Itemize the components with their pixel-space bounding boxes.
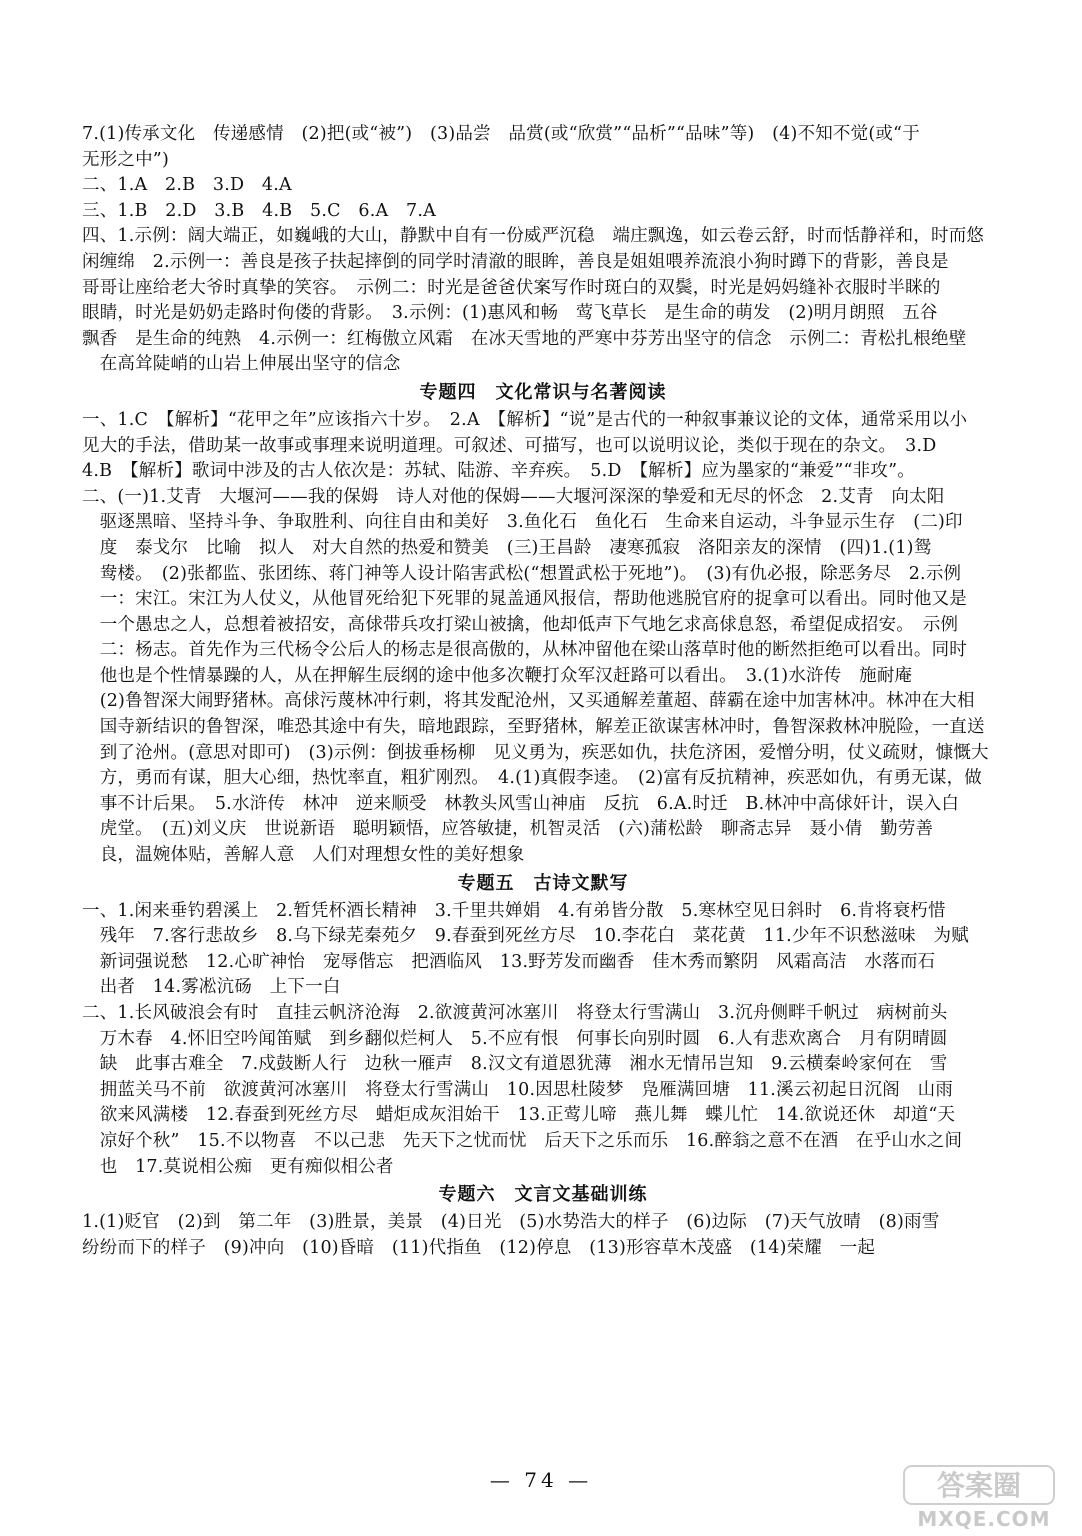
answer-line: 驱逐黑暗、坚持斗争、争取胜利、向往自由和美好 3.鱼化石 鱼化石 生命来自运动，斗争显示生存 (二)印 — [82, 512, 963, 533]
answer-line: (2)鲁智深大闹野猪林。高俅污蔑林冲行刺，将其发配沧州，又买通解差董超、薛霸在途中加害林冲。林冲在大相 — [82, 691, 975, 712]
page-number: — 74 — — [489, 1468, 593, 1492]
answer-line: 事不计后果。 5.水浒传 林冲 逆来顺受 林教头风雪山神庙 反抗 6.A.时迁 B.林冲中高俅奸计，误入白 — [82, 793, 960, 814]
answer-line: 一个愚忠之人，总想着被招安，高俅带兵攻打梁山被擒，他却低声下气地乞求高俅息怒，希望促成招安。 示例 — [82, 614, 959, 635]
answer-line: 4.B 【解析】歌词中涉及的古人依次是：苏轼、陆游、辛弃疾。 5.D 【解析】应为墨家的“兼爱”“非攻”。 — [82, 461, 915, 482]
answer-line: 残年 7.客行悲故乡 8.乌下绿芜秦苑夕 9.春蚕到死丝方尽 10.李花白 菜花黄 11.少年不识愁滋味 为赋 — [82, 926, 969, 947]
answer-line: 二、1.长风破浪会有时 直挂云帆济沧海 2.欲渡黄河冰塞川 将登太行雪满山 3.沉舟侧畔千帆过 病树前头 — [82, 1003, 948, 1023]
answer-line: 飘香 是生命的纯熟 4.示例一：红梅傲立风霜 在冰天雪地的严寒中芬芳出坚守的信念 示例二：青松扎根绝壁 — [82, 328, 967, 349]
answer-line: 一、1.闲来垂钓碧溪上 2.暂凭杯酒长精神 3.千里共婵娟 4.有弟皆分散 5.寒林空见日斜时 6.肯将衰朽惜 — [82, 900, 946, 921]
answer-line: 眼睛，时光是奶奶走路时佝偻的背影。 3.示例：(1)惠风和畅 莺飞草长 是生命的萌发 (2)明月朗照 五谷 — [82, 303, 938, 324]
section-5-body — [82, 899, 1004, 1181]
watermark-logo-icon — [900, 1462, 1070, 1530]
answer-line: 他也是个性情暴躁的人，从在押解生辰纲的途中他多次鞭打众军汉赶路可以看出。 3.(1)水浒传 施耐庵 — [82, 665, 913, 686]
answer-line: 三、1.B 2.D 3.B 4.B 5.C 6.A 7.A — [82, 200, 436, 221]
answer-line: 欲来风满楼 12.春蚕到死丝方尽 蜡炬成灰泪始干 13.正莺儿啼 燕儿舞 蝶儿忙 14.欲说还休 却道“天 — [82, 1105, 956, 1126]
answer-line: 在高耸陡峭的山岩上伸展出坚守的信念 — [82, 354, 401, 375]
watermark-url: MXQE.COM — [917, 1507, 1051, 1530]
answer-line: 到了沧州。(意思对即可) (3)示例：倒拔垂杨柳 见义勇为，疾恶如仇，扶危济困，爱憎分明，仗义疏财，慷慨大 — [82, 742, 989, 763]
answer-line: 虎堂。 (五)刘义庆 世说新语 聪明颖悟，应答敏捷，机智灵活 (六)蒲松龄 聊斋志异 聂小倩 勤劳善 — [82, 819, 934, 840]
answer-line: 二：杨志。首先作为三代杨令公后人的杨志是很高傲的，从林冲留他在梁山落草时他的断然拒绝可以看出。同时 — [82, 640, 967, 661]
answer-page — [82, 122, 1004, 1261]
answer-line: 无形之中”) — [82, 149, 169, 170]
answer-line: 万木春 4.怀旧空吟闻笛赋 到乡翻似烂柯人 5.不应有恨 何事长向别时圆 6.人有悲欢离合 月有阴晴圆 — [82, 1028, 948, 1049]
section-intro — [82, 122, 1004, 378]
answer-line: 一：宋江。宋江为人仗义，从他冒死给犯下死罪的晁盖通风报信，帮助他逃脱官府的捉拿可以看出。同时他又是 — [82, 589, 967, 610]
answer-line: 缺 此事古难全 7.戍鼓断人行 边秋一雁声 8.汉文有道恩犹薄 湘水无情吊岂知 9.云横秦岭家何在 雪 — [82, 1054, 948, 1075]
answer-line: 鸯楼。 (2)张都监、张团练、蒋门神等人设计陷害武松(“想置武松于死地”)。 (3)有仇必报，除恶务尽 2.示例 — [82, 563, 962, 584]
watermark-title: 答案圈 — [936, 1469, 1022, 1502]
section-heading: 专题六 文言文基础训练 — [438, 1184, 648, 1206]
answer-line: 方，勇而有谋，胆大心细，热忱率直，粗犷刚烈。 4.(1)真假李逵。 (2)富有反抗精神，疾恶如仇，有勇无谋，做 — [82, 768, 982, 789]
answer-line: 度 泰戈尔 比喻 拟人 对大自然的热爱和赞美 (三)王昌龄 凄寒孤寂 洛阳亲友的深情 (四)1.(1)鸳 — [82, 537, 932, 558]
answer-line: 国寺新结识的鲁智深，唯恐其途中有失，暗地跟踪，至野猪林，解差正欲谋害林冲时，鲁智深救林冲脱险，一直送 — [82, 717, 985, 738]
answer-line: 见大的手法，借助某一故事或事理来说明道理。可叙述、可描写，也可以说明议论，类似于现在的杂文。 3.D — [82, 435, 937, 456]
section-heading: 专题四 文化常识与名著阅读 — [419, 381, 667, 403]
answer-line: 四、1.示例：阔大端正，如巍峨的大山，静默中自有一份威严沉稳 端庄飘逸，如云卷云舒，时而恬静祥和，时而悠 — [82, 226, 985, 247]
section-6-body — [82, 1210, 1004, 1261]
answer-line: 纷纷而下的样子 (9)冲向 (10)昏暗 (11)代指鱼 (12)停息 (13)形容草木茂盛 (14)荣耀 一起 — [82, 1237, 876, 1258]
answer-line: 拥蓝关马不前 欲渡黄河冰塞川 将登太行雪满山 10.因思杜陵梦 凫雁满回塘 11.溪云初起日沉阁 山雨 — [82, 1079, 954, 1100]
answer-line: 7.(1)传承文化 传递感情 (2)把(或“被”) (3)品尝 品赏(或“欣赏”“品析”“品味”等) (4)不知不觉(或“于 — [82, 124, 920, 144]
section-heading: 专题五 古诗文默写 — [457, 872, 629, 894]
answer-line: 二、(一)1.艾青 大堰河——我的保姆 诗人对他的保姆——大堰河深深的挚爱和无尽的怀念 2.艾青 向太阳 — [82, 486, 945, 507]
answer-line: 新词强说愁 12.心旷神怡 宠辱偕忘 把酒临风 13.野芳发而幽香 佳木秀而繁阴 风霜高洁 水落而石 — [82, 951, 936, 972]
answer-line: 良，温婉体贴，善解人意 人们对理想女性的美好想象 — [82, 845, 525, 866]
answer-line: 一、1.C 【解析】“花甲之年”应该指六十岁。 2.A 【解析】“说”是古代的一种叙事兼议论的文体，通常采用以小 — [82, 409, 968, 430]
answer-line: 1.(1)贬官 (2)到 第二年 (3)胜景，美景 (4)日光 (5)水势浩大的样子 (6)边际 (7)天气放晴 (8)雨雪 — [82, 1212, 940, 1233]
answer-line: 闲缠绵 2.示例一：善良是孩子扶起摔倒的同学时清澈的眼眸，善良是姐姐喂养流浪小狗时蹲下的背影，善良是 — [82, 251, 949, 272]
section-4-body — [82, 408, 1004, 869]
answer-line: 也 17.莫说相公痴 更有痴似相公者 — [82, 1156, 394, 1177]
answer-line: 凉好个秋” 15.不以物喜 不以己悲 先天下之忧而忧 后天下之乐而乐 16.醉翁之意不在酒 在乎山水之间 — [82, 1130, 963, 1151]
answer-line: 二、1.A 2.B 3.D 4.A — [82, 175, 292, 196]
answer-line: 哥哥让座给老大爷时真挚的笑容。 示例二：时光是爸爸伏案写作时斑白的双鬓，时光是妈妈缝补衣服时半眯的 — [82, 277, 941, 298]
answer-line: 出者 14.雾凇沆砀 上下一白 — [82, 977, 341, 998]
